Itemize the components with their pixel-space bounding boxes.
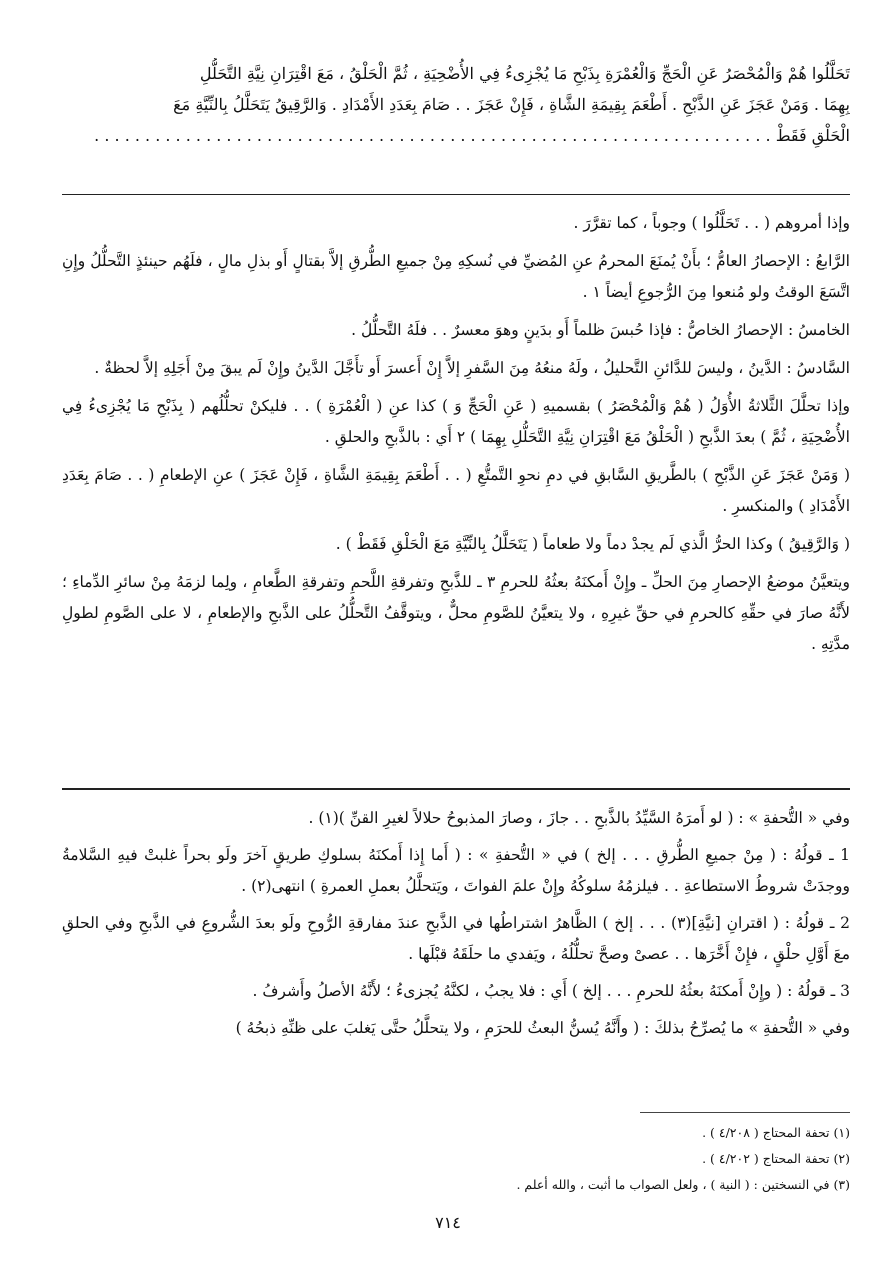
page-number: ٧١٤ [435, 1213, 461, 1232]
sharh-paragraph: وإذا أمروهم ( . . تَحَلَّلُوا ) وجوباً ، كما تقرَّرَ . [573, 214, 850, 232]
sharh-section [62, 208, 850, 667]
hashiya-paragraph: 3 ـ قولُهُ : ( وإِنْ أَمكنَهُ بعثُهُ للحرمِ . . . إلخ ) أَي : فلا يجبُ ، لكنَّهُ يُجزىءُ ؛ لأَنَّهُ الأصلُ وأَشرفُ . [252, 982, 850, 1000]
matn-line: بِهِمَا . وَمَنْ عَجَزَ عَنِ الذَّبْحِ . أَطْعَمَ بِقِيمَةِ الشَّاةِ ، فَإِنْ عَجَزَ . . صَامَ بِعَدَدِ الأَمْدَادِ . وَالرَّقِيقُ يَتَحَلَّلُ بِالنِّيَّةِ مَعَ [173, 95, 850, 114]
hashiya-paragraph: 1 ـ قولُهُ : ( مِنْ جميعِ الطُّرقِ . . . إلخ ) في « التُّحفةِ » : ( أَما إِذا أَمكنَهُ بسلوكِ طريقٍ آخرَ ولَو بحراً غلبتْ فيهِ السَّلامةُ ووجدَتْ شروطُ الاستطاعةِ . . فيلزمُهُ سلوكُهُ وإِنْ علمَ الفواتَ ، ويَتحلَّلُ بعملِ العمرةِ ) انتهى(٢) . [62, 846, 850, 895]
footnote: (٣) في النسختين : ( النية ) ، ولعل الصواب ما أثبت ، والله أعلم . [516, 1177, 850, 1192]
sharh-paragraph: وإذا تحلَّلَ الثَّلاثةُ الأُوَلُ ( هُمْ وَالْمُحْصَرُ ) بقسميهِ ( عَنِ الْحَجِّ وَ ) كذا عنِ ( الْعُمْرَةِ ) . . فليكنْ تحلُّلُهم ( بِذَبْحِ مَا يُجْزِىءُ فِي الأُضْحِيَةِ ، ثُمَّ ) بعدَ الذَّبحِ ( الْحَلْقُ مَعَ اقْتِرَانِ نِيَّةِ التَّحَلُّلِ بِهِمَا ) ٢ أَي : بالذَّبحِ والحلقِ . [62, 397, 850, 446]
sharh-paragraph: الرَّابعُ : الإحصارُ العامُّ ؛ بأَنْ يُمنَعَ المحرمُ عنِ المُضيِّ في نُسكِهِ مِنْ جميعِ الطُّرقِ إلاَّ بقتالٍ أَو بذلِ مالٍ ، فلَهُم حينئذٍ التَّحلُّلُ وإِنِ اتَّسَعَ الوقتُ ولو مُنعوا مِنَ الرُّجوعِ أيضاً ١ . [62, 252, 850, 301]
sharh-paragraph: السَّادسُ : الدَّينُ ، وليسَ للدَّائنِ التَّحليلُ ، ولَهُ منعُهُ مِنَ السَّفرِ إلاَّ إِنْ أَعسرَ أَو تأَجَّلَ الدَّينُ وإِنْ لَم يبقَ مِنْ أَجَلِهِ إلاَّ لحظةٌ . [94, 359, 850, 377]
sharh-paragraph: ( وَمَنْ عَجَزَ عَنِ الذَّبْحِ ) بالطَّريقِ السَّابقِ في دمِ نحوِ التَّمتُّعِ ( . . أَطْعَمَ بِقِيمَةِ الشَّاةِ ، فَإِنْ عَجَزَ ) عنِ الإطعامِ ( . . صَامَ بِعَدَدِ الأَمْدَادِ ) والمنكسرِ . [62, 466, 850, 515]
footnote: (١) تحفة المحتاج ( ٤/٢٠٨ ) . [702, 1125, 850, 1140]
matn-line: تَحَلَّلُوا هُمْ وَالْمُحْصَرُ عَنِ الْحَجِّ وَالْعُمْرَةِ بِذَبْحِ مَا يُجْزِىءُ فِي الأُضْحِيَةِ ، ثُمَّ الْحَلْقُ ، مَعَ اقْتِرَانِ نِيَّةِ التَّحَلُّلِ [199, 64, 850, 83]
matn-line: الْحَلْقِ فَقَطْ . . . . . . . . . . . . . . . . . . . . . . . . . . . . . . . . . . . . . . . . . . . . . . . . . . . . . . . . . . . . . . . . . . . [94, 126, 850, 145]
sharh-paragraph: ويتعيَّنُ موضعُ الإحصارِ مِنَ الحلِّ ـ وإِنْ أَمكنَهُ بعثُهُ للحرمِ ٣ ـ للذَّبحِ وتفرقةِ اللَّحمِ وتفرقةِ الطَّعامِ ، ولِما لزمَهُ مِنْ سائرِ الدِّماءِ ؛ لأَنَّهُ صارَ في حقِّهِ كالحرمِ في حقِّ غيرِهِ ، ولا يتعيَّنُ للصَّومِ محلٌّ ، ويتوقَّفُ التَّحلُّلُ على الذَّبحِ والإطعامِ ، لا على الصَّومِ لطولِ مدَّتِهِ . [62, 573, 850, 653]
footnotes [62, 1120, 850, 1198]
footnote: (٢) تحفة المحتاج ( ٤/٢٠٢ ) . [702, 1151, 850, 1166]
footnote-divider [640, 1112, 850, 1113]
hashiya-section [62, 803, 850, 1050]
hashiya-paragraph: وفي « التُّحفةِ » ما يُصرِّحُ بذلكَ : ( وأَنَّهُ يُسنُّ البعثُ للحرَمِ ، ولا يتحلَّلُ حتَّى يَغلبَ على ظنِّهِ ذبحُهُ ) [235, 1019, 850, 1037]
sharh-paragraph: ( وَالرَّقِيقُ ) وكذا الحرُّ الَّذي لَم يجدْ دماً ولا طعاماً ( يَتَحَلَّلُ بِالنِّيَّةِ مَعَ الْحَلْقِ فَقَطْ ) . [335, 535, 850, 553]
sharh-paragraph: الخامسُ : الإحصارُ الخاصُّ : فإذا حُبسَ ظلماً أَو بدَينٍ وهوَ معسرٌ . . فلَهُ التَّحلُّلُ . [351, 321, 850, 339]
matn-section [62, 58, 850, 151]
hashiya-paragraph: 2 ـ قولُهُ : ( اقترانِ [نيَّةِ](٣) . . . إلخ ) الظَّاهرُ اشتراطُها في الذَّبحِ عندَ مفارقةِ الرُّوحِ ولَو بعدَ الشُّروعِ في الذَّبحِ وفي الحلقِ معَ أَوَّلِ حلْقٍ ، فإِنْ أَخَّرَها . . عصىْ وصحَّ تحلُّلُهُ ، ويَفدي ما حلَقَهُ قبْلَها . [62, 914, 850, 963]
matn-divider [62, 194, 850, 195]
sharh-divider [62, 788, 850, 790]
hashiya-paragraph: وفي « التُّحفةِ » : ( لو أَمرَهُ السَّيِّدُ بالذَّبحِ . . جازَ ، وصارَ المذبوحُ حلالاً لغيرِ القنِّ )(١) . [308, 809, 850, 827]
